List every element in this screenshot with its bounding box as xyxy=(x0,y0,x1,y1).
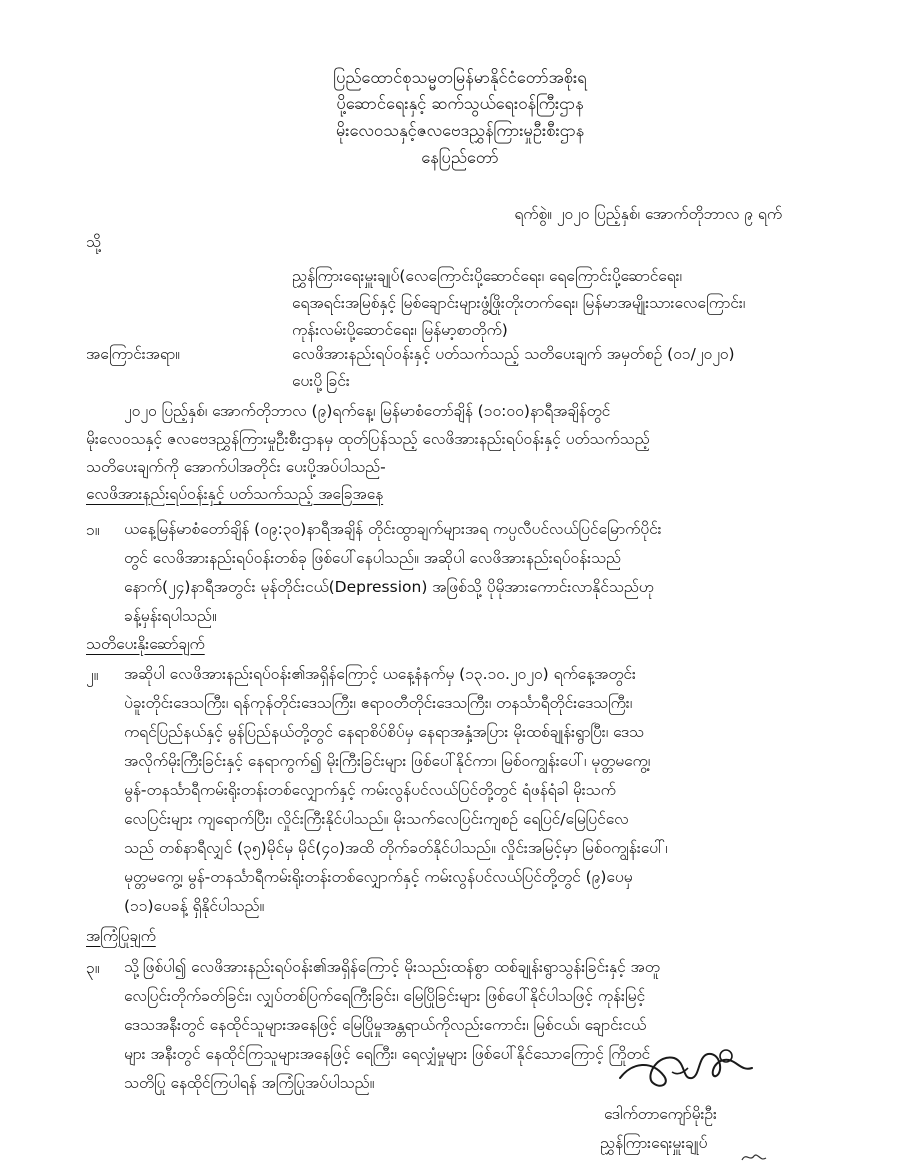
section-heading-advice: အကြံပြုချက် xyxy=(86,927,156,945)
recipient-line: ရေအရင်းအမြစ်နှင့် မြစ်ချောင်းများဖွံ့ဖြိုးတိုးတက်ရေး၊ မြန်မာအမျိုးသားလေကြောင်း၊ xyxy=(292,294,746,312)
signatory-name: ဒေါက်တာကျော်မိုးဦး xyxy=(604,1105,717,1123)
section-heading-warning: သတိပေးနိုးဆော်ချက် xyxy=(86,635,205,653)
paragraph-line: ပဲခူးတိုင်းဒေသကြီး၊ ရန်ကုန်တိုင်းဒေသကြီး၊ ဧရာဝတီတိုင်းဒေသကြီး၊ တနင်္သာရီတိုင်းဒေသကြီး၊ xyxy=(124,694,633,712)
paragraph-line: သည် တစ်နာရီလျှင် (၃၅)မိုင်မှ မိုင်(၄၀)အထိ တိုက်ခတ်နိုင်ပါသည်။ လှိုင်းအမြင့်မှာ မြစ်ဝကျွန်းပေါ်၊ xyxy=(124,839,668,857)
to-label: သို့ xyxy=(86,233,101,251)
paragraph-line: ခန့်မှန်းရပါသည်။ xyxy=(124,607,217,625)
handwritten-initials xyxy=(740,1150,770,1164)
recipient-line: ညွှန်ကြားရေးမှူးချုပ်(လေကြောင်းပို့ဆောင်ရေး၊ ရေကြောင်းပို့ဆောင်ရေး၊ xyxy=(292,267,683,285)
paragraph-line: လေပြင်းတိုက်ခတ်ခြင်း၊ လျှပ်တစ်ပြက်ရေကြီးခြင်း၊ မြေပြိုခြင်းများ ဖြစ်ပေါ်နိုင်ပါသဖြင့် ကုန်းမြင့် xyxy=(124,987,646,1005)
paragraph-line: လေပြင်းများ ကျရောက်ပြီး၊ လှိုင်းကြီးနိုင်ပါသည်။ မိုးသက်လေပြင်းကျစဉ် ရေပြင်/မြေပြင်လေ xyxy=(124,810,629,828)
paragraph-line: မွန်-တနင်္သာရီကမ်းရိုးတန်းတစ်လျှောက်နှင့် ကမ်းလွန်ပင်လယ်ပြင်တို့တွင် ရံဖန်ရံခါ မိုးသက် xyxy=(124,781,616,799)
subject-label: အကြောင်းအရာ။ xyxy=(86,345,180,363)
intro-line: သတိပေးချက်ကို အောက်ပါအတိုင်း ပေးပို့အပ်ပါသည်- xyxy=(86,458,386,476)
header-government: ပြည်ထောင်စုသမ္မတမြန်မာနိုင်ငံတော်အစိုးရ xyxy=(333,68,587,87)
paragraph-line: မုတ္တမကွေ့၊ မွန်-တနင်္သာရီကမ်းရိုးတန်းတစ်လျှောက်နှင့် ကမ်းလွန်ပင်လယ်ပြင်တို့တွင် (၉)ပေမှ xyxy=(124,868,633,886)
paragraph-line: အလိုက်မိုးကြီးခြင်းနှင့် နေရာကွက်၍ မိုးကြီးခြင်းများ ဖြစ်ပေါ်နိုင်ကာ၊ မြစ်ဝကျွန်းပေါ်၊ မုတ္တမကွေ့၊ xyxy=(124,752,651,770)
intro-line: မိုးလေဝသနှင့် ဇလဗေဒညွှန်ကြားမှုဦးစီးဌာနမှ ထုတ်ပြန်သည့် လေဖိအားနည်းရပ်ဝန်းနှင့် ပတ်သက်သည့် xyxy=(86,430,650,448)
subject-line: လေဖိအားနည်းရပ်ဝန်းနှင့် ပတ်သက်သည့် သတိပေးချက် အမှတ်စဉ် (၀၁/၂၀၂၀) xyxy=(292,345,735,363)
paragraph-line: သို့ဖြစ်ပါ၍ လေဖိအားနည်းရပ်ဝန်း၏အရှိန်ကြောင့် မိုးသည်းထန်စွာ ထစ်ချုန်းရွာသွန်းခြင်းနှင့် အတူ xyxy=(124,958,660,976)
header-city: နေပြည်တော် xyxy=(421,148,499,167)
paragraph-line: သတိပြု နေထိုင်ကြပါရန် အကြံပြုအပ်ပါသည်။ xyxy=(124,1074,375,1092)
paragraph-line: (၁၁)ပေခန့် ရှိနိုင်ပါသည်။ xyxy=(124,897,265,915)
letter-date: ရက်စွဲ။ ၂၀၂၀ ပြည့်နှစ်၊ အောက်တိုဘာလ ၉ ရက် xyxy=(514,205,782,223)
header-ministry: ပို့ဆောင်ရေးနှင့် ဆက်သွယ်ရေးဝန်ကြီးဌာန xyxy=(336,94,584,113)
paragraph-line: ဒေသအနီးတွင် နေထိုင်သူများအနေဖြင့် မြေပြိုမှုအန္တရာယ်ကိုလည်းကောင်း၊ မြစ်ငယ်၊ ချောင်းငယ် xyxy=(124,1016,647,1034)
recipient-line: ကုန်းလမ်းပို့ဆောင်ရေး၊ မြန်မာ့စာတိုက်) xyxy=(292,321,508,339)
subject-line: ပေးပို့ခြင်း xyxy=(292,372,350,390)
signatory-title: ညွှန်ကြားရေးမှူးချုပ် xyxy=(600,1134,708,1152)
paragraph-number: ၃။ xyxy=(86,959,100,977)
handwritten-signature xyxy=(612,1032,762,1102)
paragraph-number: ၂။ xyxy=(86,666,99,684)
paragraph-line: ကရင်ပြည်နယ်နှင့် မွန်ပြည်နယ်တို့တွင် နေရာစိပ်စိပ်မှ နေရာအနှံ့အပြား မိုးထစ်ချုန်းရွာပြီး၊ ဒေသ xyxy=(124,723,644,741)
paragraph-line: တွင် လေဖိအားနည်းရပ်ဝန်းတစ်ခု ဖြစ်ပေါ်နေပါသည်။ အဆိုပါ လေဖိအားနည်းရပ်ဝန်းသည် xyxy=(124,549,622,567)
header-department: မိုးလေဝသနှင့်ဇလဗေဒညွှန်ကြားမှုဦးစီးဌာန xyxy=(335,121,585,140)
paragraph-line: ယနေ့မြန်မာစံတော်ချိန် (၀၉:၃၀)နာရီအချိန် တိုင်းထွာချက်များအရ ကပ္ပလီပင်လယ်ပြင်မြောက်ပိုင်း xyxy=(124,520,662,538)
paragraph-line: နောက်(၂၄)နာရီအတွင်း မုန်တိုင်းငယ်(Depression) အဖြစ်သို့ ပိုမိုအားကောင်းလာနိုင်သည်ဟု xyxy=(124,578,654,596)
intro-line: ၂၀၂၀ ပြည့်နှစ်၊ အောက်တိုဘာလ (၉)ရက်နေ့၊ မြန်မာစံတော်ချိန် (၁၀:၀၀)နာရီအချိန်တွင် xyxy=(124,402,611,420)
paragraph-line: အဆိုပါ လေဖိအားနည်းရပ်ဝန်း၏အရှိန်ကြောင့် ယနေ့နံနက်မှ (၁၃.၁၀.၂၀၂၀) ရက်နေ့အတွင်း xyxy=(124,665,636,683)
paragraph-number: ၁။ xyxy=(86,521,100,539)
paragraph-line: များ အနီးတွင် နေထိုင်ကြသူများအနေဖြင့် ရေကြီး၊ ရေလျှံမှုများ ဖြစ်ပေါ်နိုင်သောကြောင့် ကြိုတင် xyxy=(124,1045,651,1063)
section-heading-situation: လေဖိအားနည်းရပ်ဝန်းနှင့် ပတ်သက်သည့် အခြေအနေ xyxy=(86,485,384,503)
